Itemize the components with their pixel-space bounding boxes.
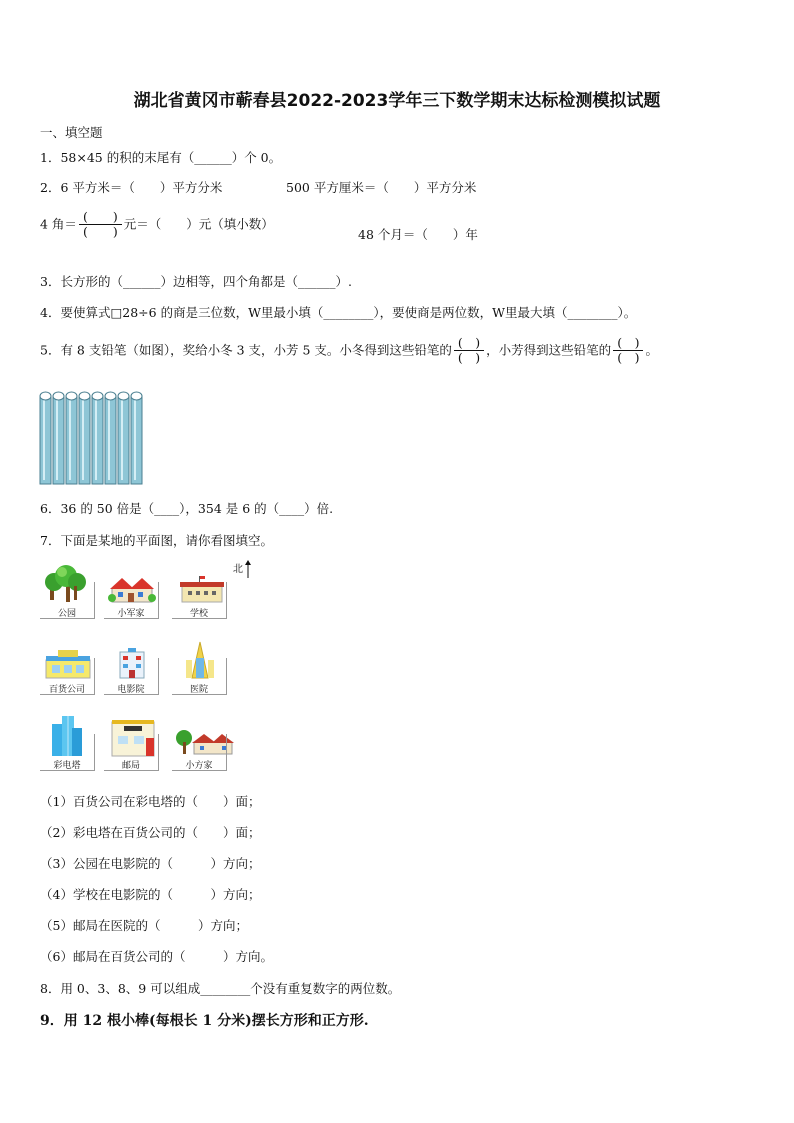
pencil: [53, 396, 64, 484]
question-7-sub-1: （1）百货公司在彩电塔的（ ）面；: [40, 794, 261, 809]
pencil-end: [66, 392, 77, 400]
question-2b: 500 平方厘米＝（ ）平方分米: [286, 180, 477, 195]
map-cell-department-store: [40, 636, 96, 696]
map-cell-hospital: [172, 636, 228, 696]
map-cell-cinema: [104, 636, 160, 696]
question-7-sub-2: （2）彩电塔在百货公司的（ ）面；: [40, 825, 261, 840]
question-2d: 48 个月＝（ ）年: [358, 227, 478, 242]
q2c-suffix: 元＝（ ）元（填小数）: [123, 216, 274, 232]
map-label: 电影院: [117, 685, 145, 695]
pencil-highlight: [134, 400, 136, 480]
fraction-blank: [79, 210, 122, 240]
map-cell-post-office: [104, 712, 160, 772]
map-label: 小方家: [185, 761, 213, 771]
pencil-highlight: [69, 400, 71, 480]
pencil-end: [53, 392, 64, 400]
pencil: [118, 396, 129, 484]
question-7: 7．下面是某地的平面图，请你看图填空。: [40, 533, 273, 548]
fraction-blank: [613, 336, 643, 366]
pencil-highlight: [121, 400, 123, 480]
question-8: 8．用 0、3、8、9 可以组成________个没有重复数字的两位数。: [40, 981, 401, 996]
q5-text2: ，小芳得到这些铅笔的: [486, 342, 612, 358]
pencil-end: [79, 392, 90, 400]
section-heading: 一、填空题: [40, 125, 103, 140]
question-6: 6．36 的 50 倍是（____），354 是 6 的（____）倍.: [40, 501, 334, 516]
frac-numerator: ( ): [454, 336, 484, 351]
pencil-end: [118, 392, 129, 400]
pencil-highlight: [43, 400, 45, 480]
question-9: 9．用 12 根小棒(每根长 1 分米)摆长方形和正方形.: [40, 1013, 369, 1029]
question-4: 4．要使算式□28÷6 的商是三位数，W里最小填（________），要使商是两位数，W里最大填（________）。: [40, 305, 637, 320]
map-label: 邮局: [121, 761, 140, 771]
frac-denominator: ( ): [457, 350, 481, 366]
map-label: 医院: [189, 685, 208, 695]
map-label: 学校: [189, 609, 208, 619]
question-3: 3．长方形的（______）边相等，四个角都是（______）.: [40, 274, 352, 289]
pencil: [131, 396, 142, 484]
map-label: 公园: [57, 609, 76, 619]
question-7-sub-3: （3）公园在电影院的（ ）方向；: [40, 856, 261, 871]
frac-denominator: ( ): [617, 350, 640, 366]
north-label: 北: [233, 564, 243, 575]
north-arrow-icon: [244, 560, 252, 578]
pencil: [92, 396, 103, 484]
q5-text1: 5．有 8 支铅笔（如图），奖给小冬 3 支，小芳 5 支。小冬得到这些铅笔的: [40, 342, 452, 358]
fraction-blank: [454, 336, 484, 366]
pencil-highlight: [56, 400, 58, 480]
frac-numerator: ( ): [613, 336, 643, 351]
pencil: [105, 396, 116, 484]
pencil: [66, 396, 77, 484]
map-grid: [40, 560, 243, 772]
frac-numerator: ( ): [79, 210, 122, 225]
pencil-end: [105, 392, 116, 400]
pencil-highlight: [108, 400, 110, 480]
pencils-figure: [38, 390, 148, 486]
map-cell-xiaojun-home: [104, 560, 160, 620]
pencil-end: [92, 392, 103, 400]
pencil-highlight: [82, 400, 84, 480]
question-5: [40, 336, 658, 366]
question-7-sub-5: （5）邮局在医院的（ ）方向；: [40, 918, 248, 933]
pencil-end: [40, 392, 51, 400]
frac-denominator: ( ): [82, 224, 118, 240]
pencil: [40, 396, 51, 484]
question-2a: 2．6 平方米＝（ ）平方分米: [40, 180, 223, 195]
question-7-sub-6: （6）邮局在百货公司的（ ）方向。: [40, 949, 273, 964]
question-7-sub-4: （4）学校在电影院的（ ）方向；: [40, 887, 261, 902]
map-cell-tv-tower: [40, 712, 96, 772]
map-cell-xiaofang-home: [172, 712, 228, 772]
pencil-highlight: [95, 400, 97, 480]
page-title: 湖北省黄冈市蕲春县2022-2023学年三下数学期末达标检测模拟试题: [133, 91, 661, 111]
question-2c: [40, 210, 274, 240]
pencil: [79, 396, 90, 484]
map-cell-park: [40, 560, 96, 620]
pencil-end: [131, 392, 142, 400]
question-1: 1．58×45 的积的末尾有（______）个 0。: [40, 150, 282, 165]
q2c-prefix: 4 角＝: [40, 216, 77, 232]
map-label: 百货公司: [48, 685, 85, 695]
map-cell-school: [172, 560, 228, 620]
q5-end: 。: [645, 342, 658, 358]
map-label: 小军家: [117, 609, 145, 619]
map-label: 彩电塔: [53, 761, 81, 771]
